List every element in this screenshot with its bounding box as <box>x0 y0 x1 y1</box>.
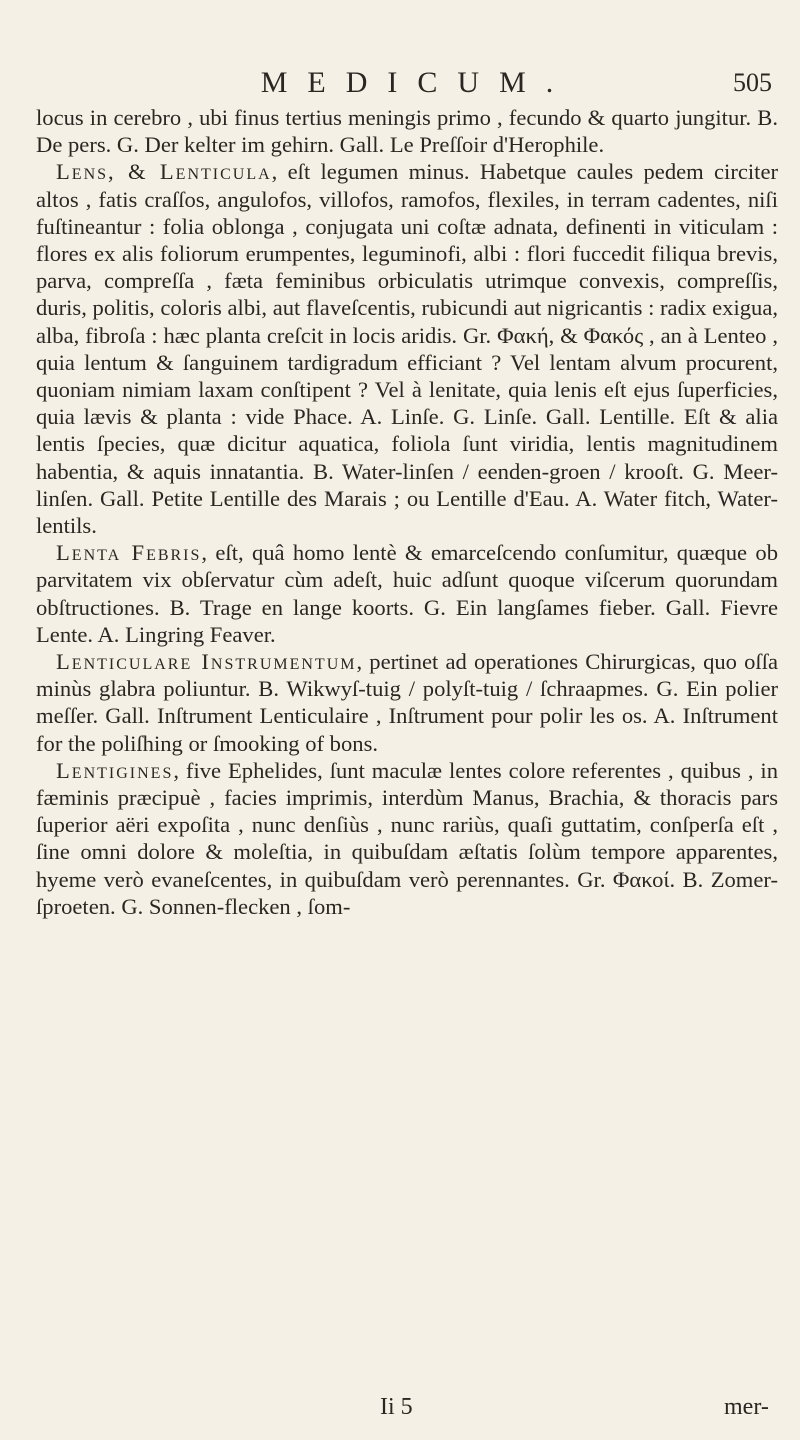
body-text <box>36 104 778 920</box>
page-footer <box>0 1394 800 1424</box>
entry-text: , pertinet ad operationes Chirurgicas, quo oſſa minùs glabra poliuntur. B. Wikwyſ-tuig / polyſt-tuig / ſchraapmes. G. Ein polier meſſer. Gall. Inſtrument Lenticulaire , Inſtrument pour polir les os. A. Inſtrument for the poliſhing or ſmooking of bons. <box>36 649 778 756</box>
entry-headword: Lenta Febris <box>56 540 202 566</box>
entry-lentigines <box>36 757 778 920</box>
entry-lens <box>36 158 778 539</box>
entry-lenticulare-instrumentum <box>36 648 778 757</box>
page-number: 505 <box>733 68 772 97</box>
catchword: mer- <box>724 1394 769 1420</box>
intro-paragraph: locus in cerebro , ubi finus tertius meningis primo , fecundo & quarto jungitur. B. De pers. G. Der kelter im gehirn. Gall. Le Preſſoir d'Herophile. <box>36 105 778 158</box>
signature-mark: Ii 5 <box>380 1394 413 1420</box>
running-title: MEDICUM. <box>260 66 574 99</box>
running-head <box>36 60 778 104</box>
entry-text: , five Ephelides, ſunt maculæ lentes colore referentes , quibus , in fæminis præcipuè , facies imprimis, interdùm Manus, Brachia, & thoracis pars ſuperior aëri expoſita , nunc denſiùs , nunc rariùs, quaſi guttatim, conſperſa eſt , ſine omni dolore & moleſtia, in quibuſdam æſtatis ſolùm tempore apparentes, hyeme verò evaneſcentes, in quibuſdam verò perennantes. Gr. Φακοί. B. Zomer-ſproeten. G. Sonnen-flecken , ſom- <box>36 757 778 919</box>
entry-headword: Lentigines <box>56 757 174 783</box>
entry-headword: Lens, & Lenticula <box>56 159 272 185</box>
entry-lenta-febris <box>36 539 778 648</box>
entry-text: , eſt, quâ homo lentè & emarceſcendo conſumitur, quæque ob parvitatem vix obſervatur cùm adeſt, huic adſunt quoque viſcerum quorundam obſtructiones. B. Trage en lange koorts. G. Ein langſames fieber. Gall. Fievre Lente. A. Lingring Feaver. <box>36 540 778 647</box>
entry-text: , eſt legumen minus. Habetque caules pedem circiter altos , fatis craſſos, angulofos, villofos, ramofos, flexiles, in terram cadentes, niſi fuſtineantur : folia oblonga , conjugata uni coſtæ adnata, definenti in viticulam : flores ex alis foliorum erumpentes, leguminofi, albi : flori fuccedit filiqua brevis, parva, compreſſa , fæta feminibus orbiculatis utrimque convexis, compreſſis, duris, politis, coloris albi, aut flaveſcentis, rubicundi aut nigricantis : radix exigua, alba, fibroſa : hæc planta creſcit in locis aridis. Gr. Φακή, & Φακός , an à Lenteo , quia lentum & ſanguinem tardigradum efficiant ? Vel lentam alvum procurent, quoniam nimiam laxam conſtipent ? Vel à lenitate, quia lenis eſt ejus ſuperficies, quia lævis & planta : vide Phace. A. Linſe. G. Linſe. Gall. Lentille. Eſt & alia lentis ſpecies, quæ dicitur aquatica, foliola ſunt viridia, lentis magnitudinem habentia, & aquis innatantia. B. Water-linſen / eenden-groen / krooſt. G. Meer-linſen. Gall. Petite Lentille des Marais ; ou Lentille d'Eau. A. Water fitch, Water-lentils. <box>36 159 778 539</box>
entry-headword: Lenticulare Instrumentum <box>56 649 357 675</box>
